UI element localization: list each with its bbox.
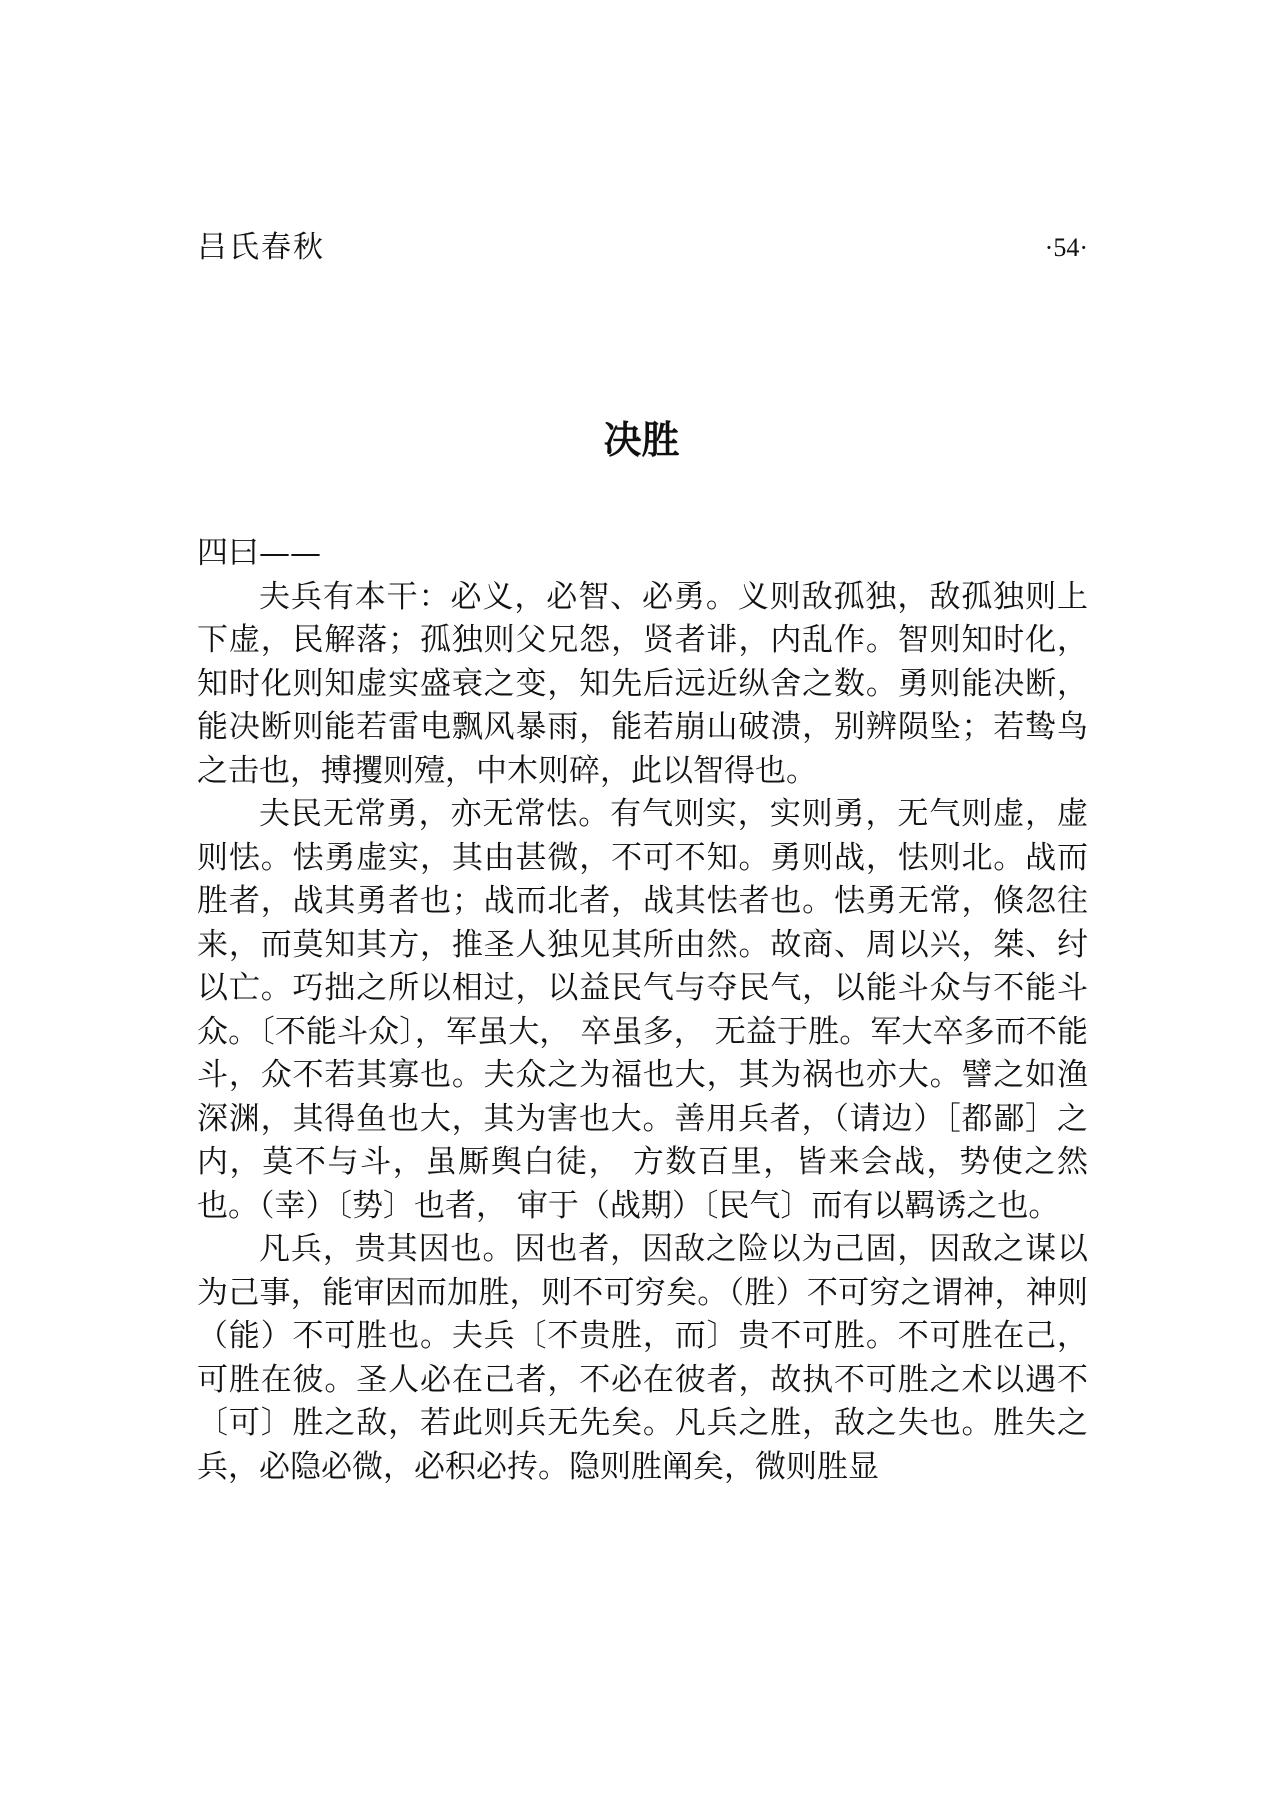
paragraph: 凡兵，贵其因也。因也者，因敌之险以为己固，因敌之谋以为己事，能审因而加胜，则不可穷矣。（胜）不可穷之谓神，神则（能）不可胜也。夫兵〔不贵胜，而〕贵不可胜。不可胜在己，可胜在彼。圣人必在己者，不必在彼者，故执不可胜之术以遇不〔可〕胜之敌，若此则兵无先矣。凡兵之胜，敌之失也。胜失之兵，必隐必微，必积必抟。隐则胜阐矣，微则胜显 xyxy=(197,1231,1088,1485)
paragraph: 夫兵有本干：必义，必智、必勇。义则敌孤独，敌孤独则上下虚，民解落；孤独则父兄怨，贤者诽，内乱作。智则知时化，知时化则知虚实盛衰之变，知先后远近纵舍之数。勇则能决断，能决断则能若雷电飘风暴雨，能若崩山破溃，别辨陨坠；若鸷鸟之击也，搏攫则殪，中木则碎，此以智得也。 xyxy=(197,578,1088,789)
intro-line: 四曰—— xyxy=(197,535,321,571)
running-header xyxy=(197,228,1088,268)
body-text xyxy=(197,532,1088,1489)
page-number: ·54· xyxy=(1044,233,1088,262)
chapter-title: 决胜 xyxy=(603,418,680,462)
book-title: 吕氏春秋 xyxy=(197,230,325,265)
paragraph: 夫民无常勇，亦无常怯。有气则实，实则勇，无气则虚，虚则怯。怯勇虚实，其由甚微，不可不知。勇则战，怯则北。战而胜者，战其勇者也；战而北者，战其怯者也。怯勇无常，倏忽往来，而莫知其方，推圣人独见其所由然。故商、周以兴，桀、纣以亡。巧拙之所以相过，以益民气与夺民气，以能斗众与不能斗众。〔不能斗众〕，军虽大， 卒虽多， 无益于胜。军大卒多而不能斗，众不若其寡也。夫众之为福也大，其为祸也亦大。譬之如渔深渊，其得鱼也大，其为害也大。善用兵者，（请边）［都鄙］之内，莫不与斗，虽厮舆白徒， 方数百里，皆来会战，势使之然也。（幸）〔势〕也者， 审于（战期）〔民气〕而有以羁诱之也。 xyxy=(197,796,1088,1224)
